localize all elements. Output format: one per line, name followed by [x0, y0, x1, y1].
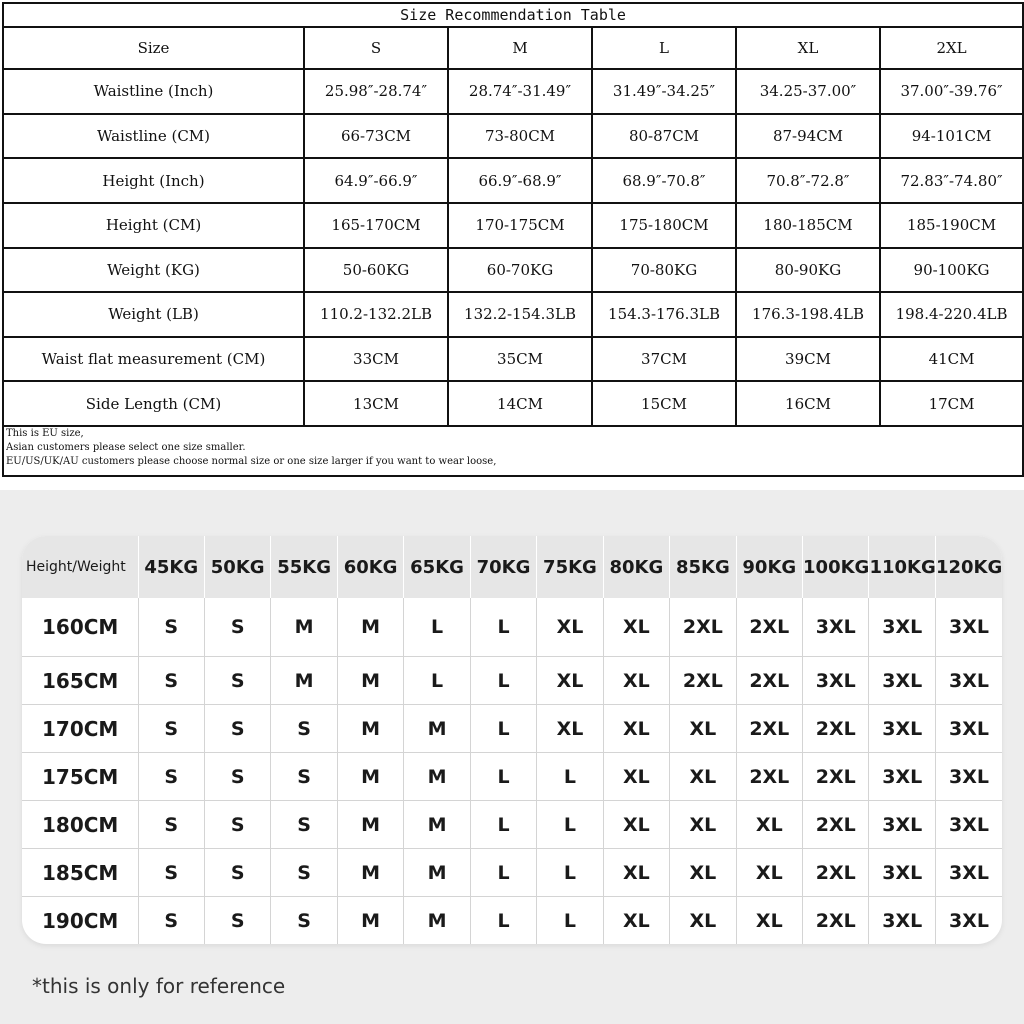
height-weight-panel — [0, 490, 1024, 1024]
weight-header: 60KG — [337, 536, 403, 598]
weight-header: 85KG — [670, 536, 736, 598]
height-row — [22, 753, 1002, 801]
size-cell: 3XL — [935, 849, 1002, 897]
measure-value: 180-185CM — [736, 203, 880, 248]
measure-value: 34.25-37.00″ — [736, 69, 880, 114]
size-cell: S — [204, 753, 270, 801]
height-rows — [22, 598, 1002, 944]
table-row — [3, 203, 1023, 248]
size-cell: L — [537, 801, 603, 849]
size-cell: XL — [603, 849, 669, 897]
size-cell: XL — [736, 897, 802, 945]
weight-header: 55KG — [271, 536, 337, 598]
size-cell: L — [470, 705, 536, 753]
size-cell: M — [404, 897, 470, 945]
measure-label: Height (CM) — [3, 203, 304, 248]
size-cell: M — [271, 657, 337, 705]
size-cell: M — [337, 849, 403, 897]
size-cell: M — [404, 801, 470, 849]
weight-header: 75KG — [537, 536, 603, 598]
measure-value: 176.3-198.4LB — [736, 292, 880, 337]
height-row — [22, 849, 1002, 897]
measure-value: 66.9″-68.9″ — [448, 158, 592, 203]
size-cell: S — [138, 849, 204, 897]
size-cell: 3XL — [869, 753, 935, 801]
measure-label: Waist flat measurement (CM) — [3, 337, 304, 382]
measure-value: 70.8″-72.8″ — [736, 158, 880, 203]
header-size-5: 2XL — [880, 27, 1023, 69]
height-weight-card — [22, 536, 1002, 944]
height-label: 185CM — [22, 849, 138, 897]
measure-value: 35CM — [448, 337, 592, 382]
size-cell: M — [404, 705, 470, 753]
measure-value: 175-180CM — [592, 203, 736, 248]
size-cell: L — [470, 801, 536, 849]
size-cell: 2XL — [736, 598, 802, 657]
size-cell: S — [138, 598, 204, 657]
size-cell: XL — [670, 801, 736, 849]
size-cell: 3XL — [948, 909, 989, 932]
reference-note: *this is only for reference — [32, 974, 286, 998]
header-size-1: S — [304, 27, 448, 69]
measure-label: Height (Inch) — [3, 158, 304, 203]
table-row — [3, 381, 1023, 426]
size-cell: 2XL — [803, 753, 869, 801]
size-cell: XL — [537, 598, 603, 657]
size-cell: 2XL — [803, 897, 869, 945]
measure-value: 70-80KG — [592, 248, 736, 293]
measure-value: 66-73CM — [304, 114, 448, 159]
size-cell: S — [271, 753, 337, 801]
size-cell: M — [337, 598, 403, 657]
measure-value: 60-70KG — [448, 248, 592, 293]
note-line: EU/US/UK/AU customers please choose normal size or one size larger if you want to wear loose, — [6, 456, 497, 467]
weight-header: 110KG — [869, 536, 935, 598]
header-size-label: Size — [3, 27, 304, 69]
size-cell: 3XL — [803, 657, 869, 705]
size-cell: XL — [670, 849, 736, 897]
weight-header: 100KG — [803, 536, 869, 598]
size-cell: M — [404, 753, 470, 801]
measure-label: Waistline (CM) — [3, 114, 304, 159]
size-cell: XL — [736, 801, 802, 849]
size-cell: XL — [670, 705, 736, 753]
measure-value: 185-190CM — [880, 203, 1023, 248]
size-cell: XL — [603, 657, 669, 705]
weight-header: 70KG — [470, 536, 536, 598]
size-cell: 3XL — [869, 705, 935, 753]
size-cell: M — [337, 897, 403, 945]
size-cell: 2XL — [670, 598, 736, 657]
measure-value: 39CM — [736, 337, 880, 382]
size-cell: L — [470, 598, 536, 657]
size-cell: 3XL — [935, 801, 1002, 849]
size-cell: 2XL — [803, 705, 869, 753]
measure-value: 80-90KG — [736, 248, 880, 293]
measure-value: 80-87CM — [592, 114, 736, 159]
measure-value: 33CM — [304, 337, 448, 382]
size-cell: S — [138, 657, 204, 705]
header-size-4: XL — [736, 27, 880, 69]
measure-value: 73-80CM — [448, 114, 592, 159]
measure-value: 72.83″-74.80″ — [880, 158, 1023, 203]
header-size-3: L — [592, 27, 736, 69]
size-cell: S — [204, 598, 270, 657]
size-cell: 3XL — [935, 705, 1002, 753]
size-cell: S — [138, 753, 204, 801]
size-cell: 2XL — [803, 801, 869, 849]
size-cell: S — [271, 705, 337, 753]
weight-header-row — [22, 536, 1002, 598]
size-notes — [3, 426, 1023, 476]
size-cell: L — [470, 657, 536, 705]
size-cell: XL — [603, 753, 669, 801]
size-cell: L — [537, 897, 603, 945]
size-cell: 2XL — [736, 705, 802, 753]
measure-value: 132.2-154.3LB — [448, 292, 592, 337]
size-cell: L — [404, 657, 470, 705]
table-body — [3, 69, 1023, 426]
measure-value: 41CM — [880, 337, 1023, 382]
measure-value: 25.98″-28.74″ — [304, 69, 448, 114]
measure-value: 13CM — [304, 381, 448, 426]
measure-label: Weight (LB) — [3, 292, 304, 337]
size-cell: M — [337, 705, 403, 753]
size-cell: XL — [537, 705, 603, 753]
size-cell: S — [271, 849, 337, 897]
size-cell: 3XL — [869, 598, 935, 657]
measure-value: 110.2-132.2LB — [304, 292, 448, 337]
size-cell: XL — [603, 897, 669, 945]
size-cell: 2XL — [803, 849, 869, 897]
size-cell: S — [138, 897, 204, 945]
measure-value: 68.9″-70.8″ — [592, 158, 736, 203]
measure-value: 165-170CM — [304, 203, 448, 248]
height-label: 175CM — [22, 753, 138, 801]
size-cell: 3XL — [935, 598, 1002, 657]
size-cell: S — [204, 849, 270, 897]
table-title: Size Recommendation Table — [3, 3, 1023, 27]
measure-value: 14CM — [448, 381, 592, 426]
size-cell: L — [470, 897, 536, 945]
height-label: 170CM — [22, 705, 138, 753]
table-row — [3, 337, 1023, 382]
size-cell: L — [537, 849, 603, 897]
measure-value: 154.3-176.3LB — [592, 292, 736, 337]
height-label: 180CM — [22, 801, 138, 849]
table-row — [3, 114, 1023, 159]
size-cell: 3XL — [869, 657, 935, 705]
size-recommendation-table — [2, 2, 1024, 477]
size-cell: XL — [537, 657, 603, 705]
size-cell: XL — [670, 897, 736, 945]
height-label: 190CM — [22, 897, 138, 945]
table-row — [3, 158, 1023, 203]
size-cell: S — [204, 801, 270, 849]
size-cell: XL — [603, 598, 669, 657]
size-cell: M — [337, 801, 403, 849]
size-cell: S — [138, 705, 204, 753]
height-label: 160CM — [22, 598, 138, 657]
size-cell: XL — [603, 705, 669, 753]
measure-value: 87-94CM — [736, 114, 880, 159]
size-cell: 2XL — [736, 753, 802, 801]
weight-header: 90KG — [736, 536, 802, 598]
height-row — [22, 801, 1002, 849]
size-cell: 3XL — [869, 801, 935, 849]
note-line: Asian customers please select one size smaller. — [6, 442, 246, 453]
measure-value: 16CM — [736, 381, 880, 426]
height-label: 165CM — [22, 657, 138, 705]
measure-value: 15CM — [592, 381, 736, 426]
measure-value: 17CM — [880, 381, 1023, 426]
weight-header: 45KG — [138, 536, 204, 598]
weight-header: 80KG — [603, 536, 669, 598]
size-cell: 2XL — [736, 657, 802, 705]
height-row — [22, 705, 1002, 753]
size-cell: S — [271, 897, 337, 945]
table-row — [3, 292, 1023, 337]
table-row — [3, 248, 1023, 293]
size-cell: L — [470, 753, 536, 801]
size-cell: 3XL — [869, 849, 935, 897]
measure-value: 94-101CM — [880, 114, 1023, 159]
measure-label: Waistline (Inch) — [3, 69, 304, 114]
measure-value: 90-100KG — [880, 248, 1023, 293]
measure-value: 170-175CM — [448, 203, 592, 248]
size-cell: S — [271, 801, 337, 849]
measure-value: 64.9″-66.9″ — [304, 158, 448, 203]
height-weight-table — [22, 536, 1002, 944]
size-cell: 3XL — [935, 753, 1002, 801]
measure-value: 198.4-220.4LB — [880, 292, 1023, 337]
size-cell: M — [404, 849, 470, 897]
size-cell: M — [337, 657, 403, 705]
size-cell: L — [404, 598, 470, 657]
size-cell: M — [337, 753, 403, 801]
size-cell: XL — [603, 801, 669, 849]
measure-value: 31.49″-34.25″ — [592, 69, 736, 114]
measure-value: 37.00″-39.76″ — [880, 69, 1023, 114]
size-cell: 2XL — [670, 657, 736, 705]
size-cell: L — [537, 753, 603, 801]
size-cell: S — [204, 897, 270, 945]
measure-value: 50-60KG — [304, 248, 448, 293]
size-cell: 3XL — [869, 897, 935, 945]
size-cell: S — [138, 801, 204, 849]
table-header-row — [3, 27, 1023, 69]
size-cell: 3XL — [935, 657, 1002, 705]
measure-label: Weight (KG) — [3, 248, 304, 293]
size-cell: XL — [670, 753, 736, 801]
measure-value: 28.74″-31.49″ — [448, 69, 592, 114]
size-cell: S — [204, 705, 270, 753]
corner-label: Height/Weight — [22, 536, 138, 598]
size-cell: 3XL — [803, 598, 869, 657]
height-row — [22, 897, 1002, 945]
note-line: This is EU size, — [6, 428, 84, 439]
weight-header: 120KG — [935, 536, 1002, 598]
size-cell: L — [470, 849, 536, 897]
size-cell: S — [204, 657, 270, 705]
weight-header: 50KG — [204, 536, 270, 598]
size-cell: M — [271, 598, 337, 657]
measure-value: 37CM — [592, 337, 736, 382]
weight-header: 65KG — [404, 536, 470, 598]
table-row — [3, 69, 1023, 114]
height-row — [22, 657, 1002, 705]
height-row — [22, 598, 1002, 657]
header-size-2: M — [448, 27, 592, 69]
size-cell: XL — [736, 849, 802, 897]
measure-label: Side Length (CM) — [3, 381, 304, 426]
